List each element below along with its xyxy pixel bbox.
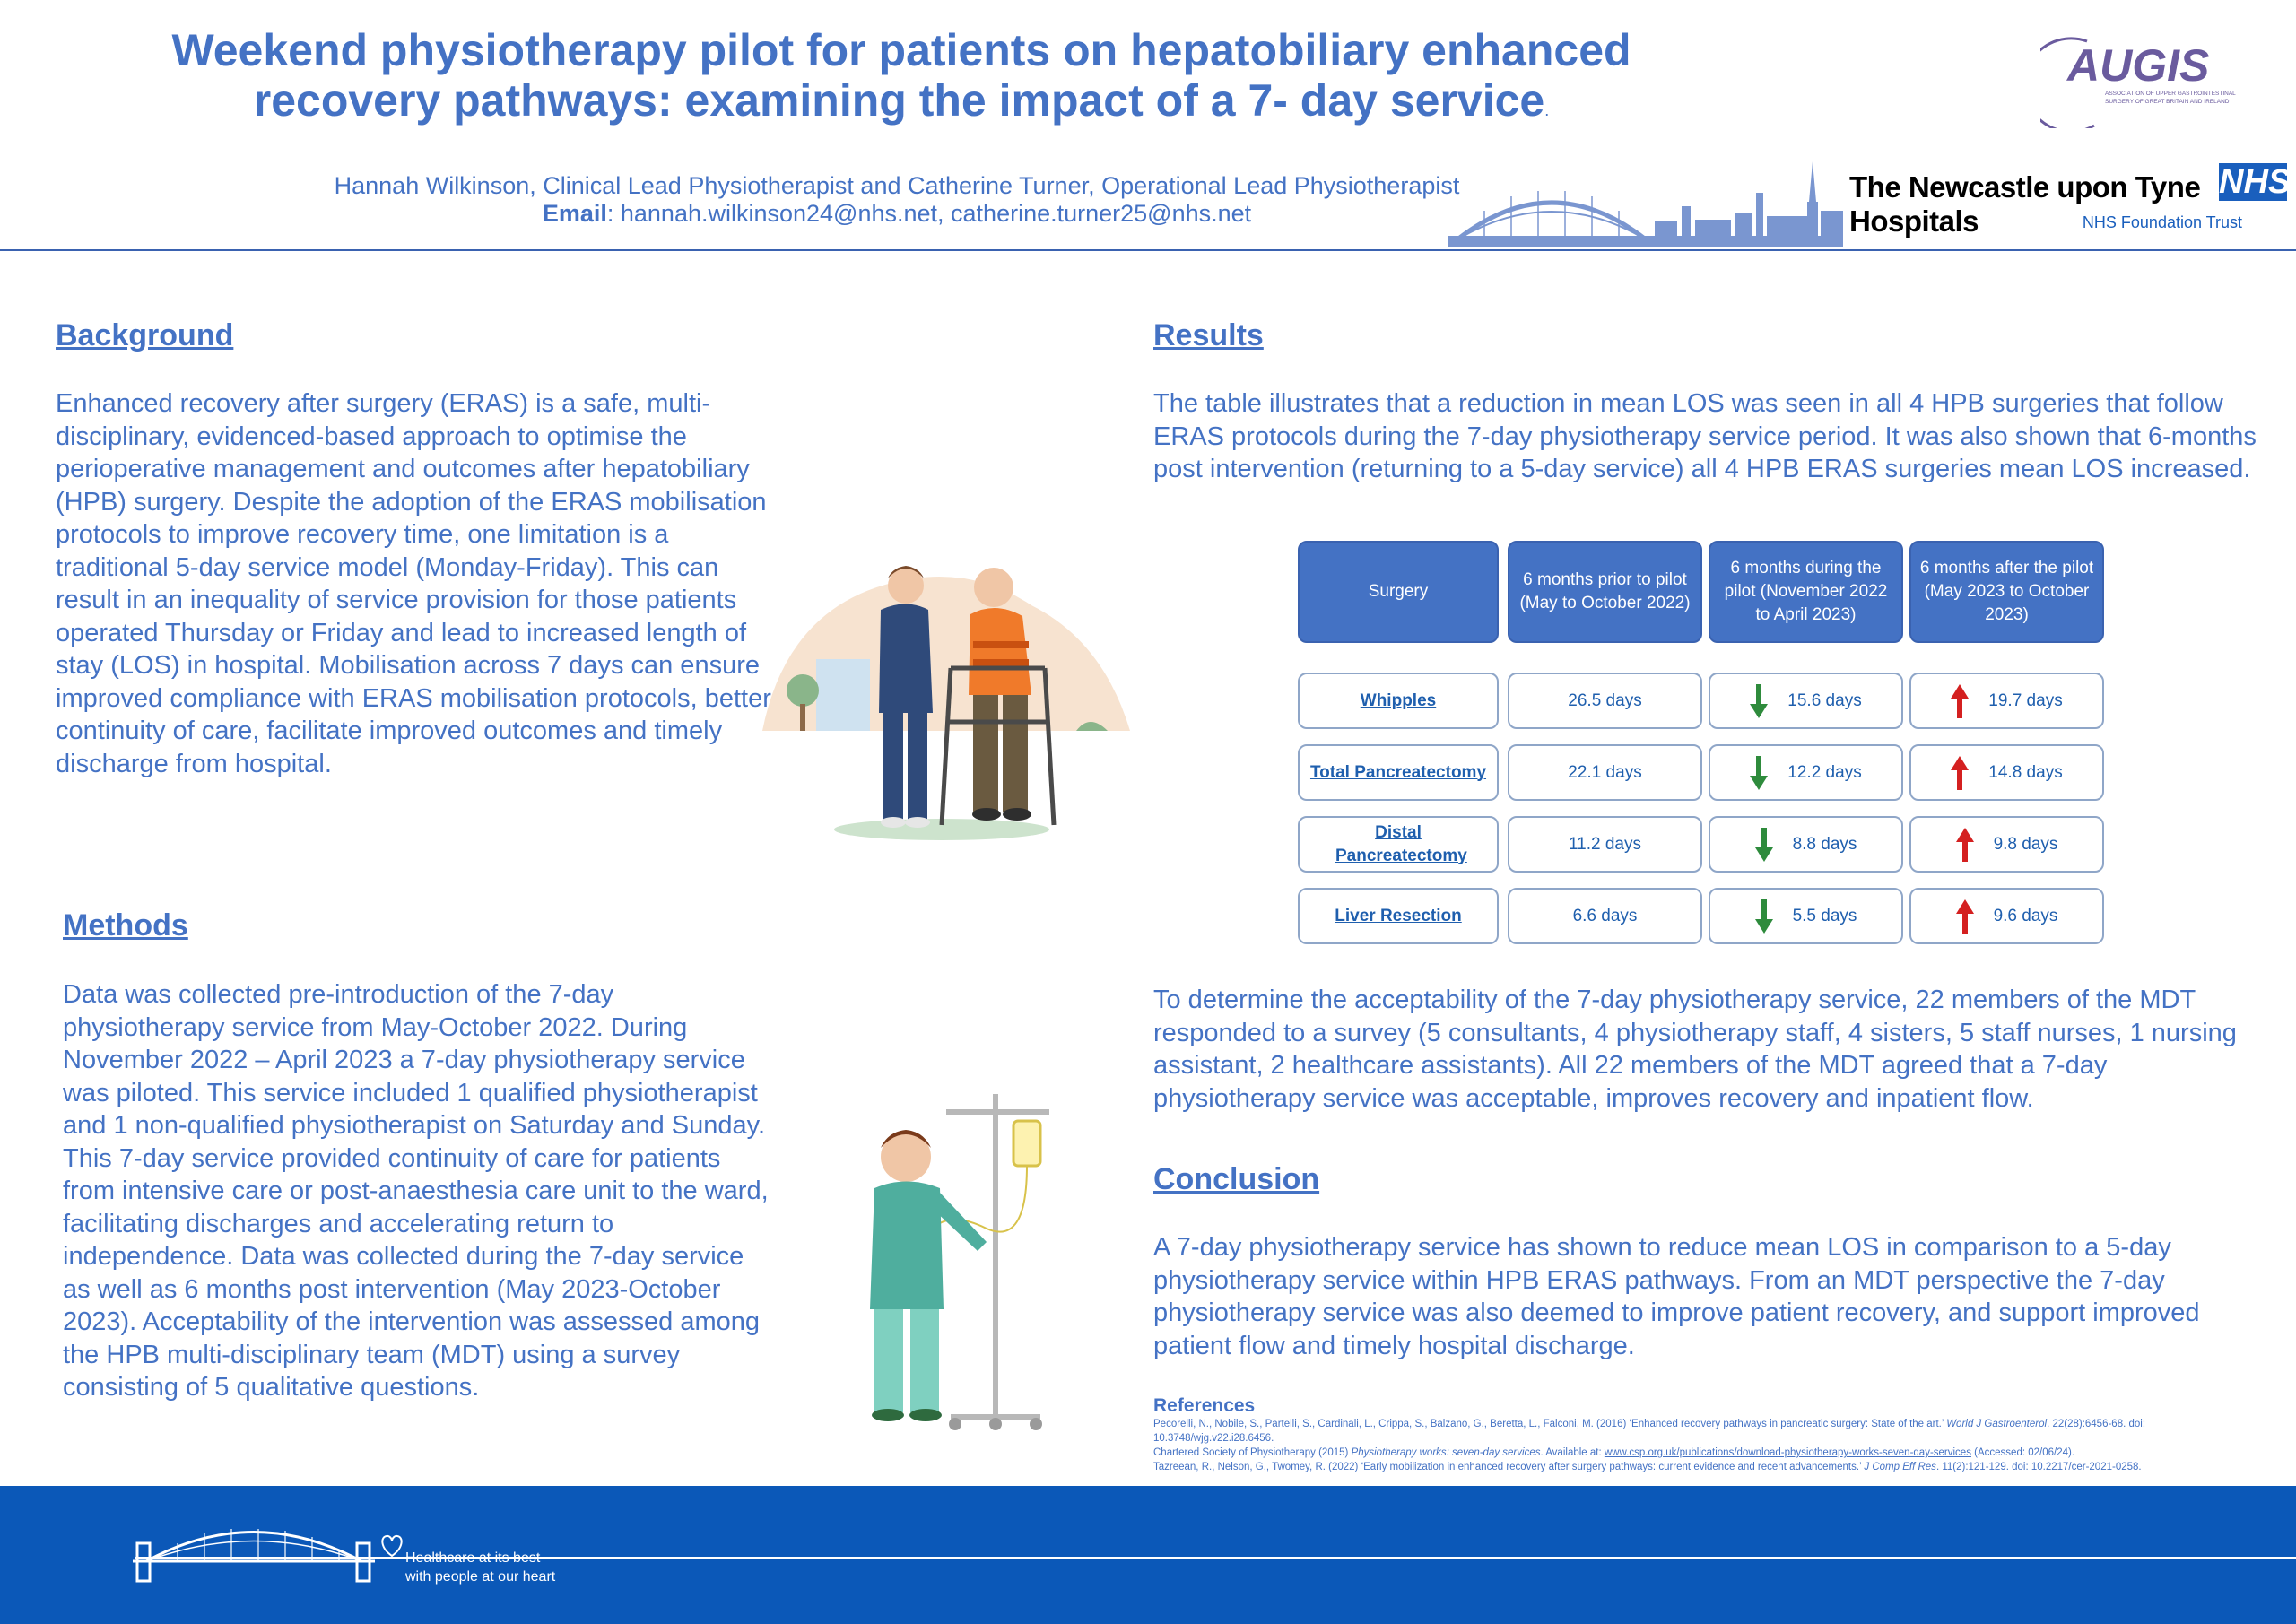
carer-and-patient-illustration [762,543,1139,843]
table-header-during: 6 months during the pilot (November 2022 to April 2023) [1709,541,1903,643]
ref3-text-a: Tazreean, R., Nelson, G., Twomey, R. (2022) ‘Early mobilization in enhanced recovery after surgery pathways: current evidence and recent advancements.’ [1153,1462,1865,1472]
references-list [1153,1417,2230,1474]
down-arrow-icon [1750,756,1768,790]
down-arrow-icon [1755,828,1773,862]
ref1-text-b: . 22(28):6456-68. doi: 10.3748/wjg.v22.i28.6456. [1153,1419,2146,1444]
title-dot: . [1544,101,1550,119]
ref2-title: Physiotherapy works: seven-day services [1351,1447,1541,1458]
augis-logo-sub1: ASSOCIATION OF UPPER GASTROINTESTINAL [2105,91,2236,97]
table-cell-during [1709,744,1903,801]
after-value: 9.8 days [1993,834,2058,854]
results-text-1: The table illustrates that a reduction in mean LOS was seen in all 4 HPB surgeries that follow ERAS protocols during the 7-day physiotherapy service period. It was also shown that 6-months post intervention (returning to a 5-day service) all 4 HPB ERAS surgeries mean LOS increased. [1153,389,2257,483]
ref3-text-b: . 11(2):121-129. doi: 10.2217/cer-2021-0258. [1935,1462,2142,1472]
bridge-icon [133,1512,375,1584]
table-cell-prior: 11.2 days [1508,816,1702,873]
ref2-text-c: (Accessed: 02/06/24). [1970,1447,2075,1458]
reference-item [1153,1460,2230,1474]
surgery-name: Liver Resection [1335,906,1462,925]
conclusion-text: A 7-day physiotherapy service has shown to reduce mean LOS in comparison to a 5-day physiotherapy service within HPB ERAS pathways. From an MDT perspective the 7-day physiotherapy service was also deemed to improve patient recovery, and support improved patient flow and timely hospital discharge. [1153,1233,2200,1360]
results-text-2: To determine the acceptability of the 7-day physiotherapy service, 22 members of the MDT responded to a survey (5 consultants, 4 physiotherapy staff, 4 sisters, 5 staff nurses, 1 nursing assistant, 2 healthcare assistants). All 22 members of the MDT agreed that a 7-day physiotherapy service was acceptable, improves recovery and inpatient flow. [1153,986,2237,1113]
results-heading: Results [1153,318,1264,352]
up-arrow-icon [1951,756,1969,790]
augis-logo-name: AUGIS [2067,40,2210,91]
table-cell-prior: 26.5 days [1508,673,1702,729]
title-line-1: Weekend physiotherapy pilot for patients on hepatobiliary enhanced [171,25,1631,75]
ref1-journal: World J Gastroenterol [1946,1419,2048,1429]
up-arrow-icon [1956,899,1974,934]
during-value: 8.8 days [1792,834,1857,854]
table-cell-during [1709,816,1903,873]
table-header-prior: 6 months prior to pilot (May to October 2022) [1508,541,1702,643]
during-value: 12.2 days [1787,762,1862,782]
footer-tagline-1: Healthcare at its best [405,1550,541,1566]
table-row-surgery [1298,673,1499,729]
after-value: 14.8 days [1988,762,2063,782]
title-line-2 [135,75,1668,135]
patient-with-iv-illustration [834,1085,1067,1439]
ref2-text-b: . Available at: [1540,1447,1605,1458]
reference-item [1153,1417,2230,1446]
heart-icon [378,1532,405,1559]
surgery-name: Distal Pancreatectomy [1335,822,1467,865]
email-line [314,200,1480,228]
conclusion-heading: Conclusion [1153,1162,1320,1196]
methods-heading: Methods [63,908,188,942]
table-row-surgery [1298,816,1499,873]
table-cell-prior: 6.6 days [1508,888,1702,944]
header-divider [0,249,2296,251]
trust-name: NHS Foundation Trust [2082,213,2242,231]
newcastle-skyline-graphic [1448,157,1843,247]
ref2-text-a: Chartered Society of Physiotherapy (2015) [1153,1447,1352,1458]
ref2-link[interactable]: www.csp.org.uk/publications/download-physiotherapy-works-seven-day-services [1604,1447,1971,1458]
after-value: 9.6 days [1993,906,2058,925]
authors-line: Hannah Wilkinson, Clinical Lead Physiotherapist and Catherine Turner, Operational Lead Physiotherapist [334,172,1460,199]
ref3-journal: J Comp Eff Res [1864,1462,1936,1472]
email-addresses: : hannah.wilkinson24@nhs.net, catherine.turner25@nhs.net [606,200,1252,227]
references-heading: References [1153,1395,1256,1416]
nhs-logo: NHS [2219,163,2292,201]
table-cell-prior: 22.1 days [1508,744,1702,801]
table-cell-after [1909,816,2104,873]
table-cell-after [1909,673,2104,729]
background-heading: Background [56,318,234,352]
surgery-name: Whipples [1360,690,1437,710]
table-header-surgery: Surgery [1298,541,1499,643]
ref1-text-a: Pecorelli, N., Nobile, S., Partelli, S., Cardinali, L., Crippa, S., Balzano, G., Beretta, L., Falconi, M. (2016) ‘Enhanced recovery pathways in pancreatic surgery: State of the art.’ [1153,1419,1947,1429]
surgery-name: Total Pancreatectomy [1309,762,1487,782]
augis-logo [2040,25,2238,128]
los-results-table [1298,541,2105,944]
footer-tagline [405,1549,555,1586]
methods-text: Data was collected pre-introduction of the 7-day physiotherapy service from May-October 2022. During November 2022 – April 2023 a 7-day physiotherapy service was piloted. This service included 1 qualified physiotherapist and 1 non-qualified physiotherapist on Saturday and Sunday. This 7-day service provided continuity of care for patients from intensive care or post-anaesthesia care unit to the ward, facilitating discharges and accelerating return to independence. Data was collected during the 7-day service as well as 6 months post intervention (May 2023-October 2023). Acceptability of the intervention was assessed among the HPB multi-disciplinary team (MDT) using a survey consisting of 5 qualitative questions. [63,980,769,1402]
reference-item [1153,1446,2230,1460]
email-label: Email [542,200,607,227]
table-cell-after [1909,744,2104,801]
after-value: 19.7 days [1988,690,2063,710]
table-cell-during [1709,888,1903,944]
augis-logo-sub2: SURGERY OF GREAT BRITAIN AND IRELAND [2105,99,2230,105]
down-arrow-icon [1755,899,1773,934]
table-row-surgery [1298,744,1499,801]
background-text: Enhanced recovery after surgery (ERAS) is a safe, multi-disciplinary, evidenced-based approach to optimise the perioperative management and outcomes after hepatobiliary (HPB) surgery. Despite the adoption of the ERAS mobilisation protocols to improve recovery time, one limitation is a traditional 5-day service model (Monday-Friday). This can result in an inequality of service provision for those patients operated Thursday or Friday and lead to increased length of stay (LOS) in hospital. Mobilisation across 7 days can ensure improved compliance with ERAS mobilisation protocols, better continuity of care, facilitate improved outcomes and timely discharge from hospital. [56,389,771,778]
up-arrow-icon [1951,684,1969,718]
poster-title [135,25,1668,135]
footer-tagline-2: with people at our heart [405,1569,556,1585]
up-arrow-icon [1956,828,1974,862]
table-cell-during [1709,673,1903,729]
during-value: 5.5 days [1792,906,1857,925]
table-header-after: 6 months after the pilot (May 2023 to October 2023) [1909,541,2104,643]
during-value: 15.6 days [1787,690,1862,710]
hospital-name: The Newcastle upon Tyne Hospitals [1849,170,2201,238]
down-arrow-icon [1750,684,1768,718]
title-line-2-text: recovery pathways: examining the impact of a 7- day service [253,75,1545,126]
table-cell-after [1909,888,2104,944]
table-row-surgery [1298,888,1499,944]
authors-block [314,172,1480,228]
